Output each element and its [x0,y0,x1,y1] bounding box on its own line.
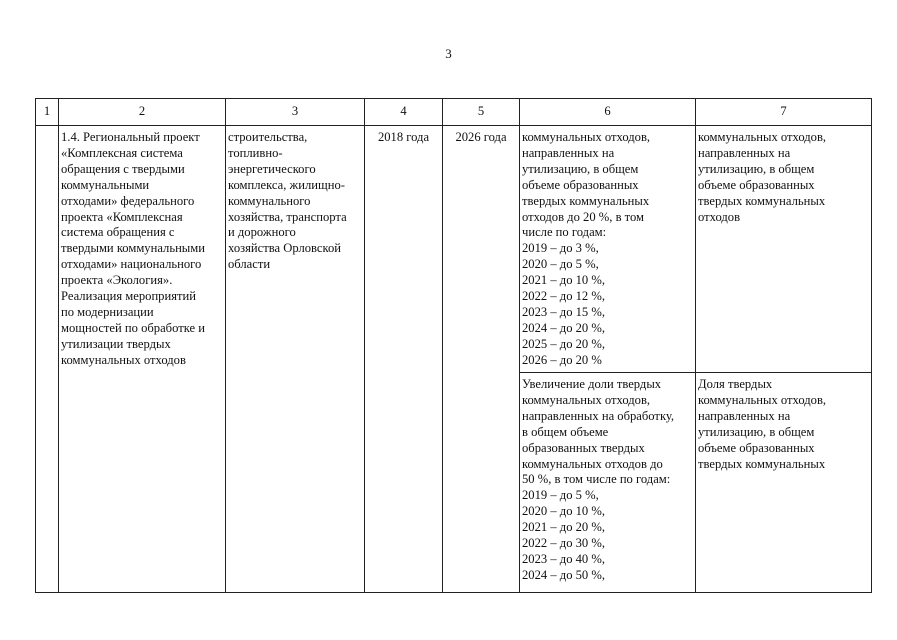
responsible-cell [226,126,365,593]
text-line: твердых коммунальных [698,193,826,208]
indicator-cell-processing [520,373,696,593]
text-line: отходов [698,209,741,224]
project-name-cell [59,126,226,593]
column-header: 1 [36,99,59,126]
text-line: 50 %, в том числе по годам: [522,472,671,487]
text-line: утилизацию, в общем [698,424,815,439]
text-line: объеме образованных [698,177,815,192]
page-number: 3 [445,46,452,61]
text-line: 2021 – до 20 %, [522,520,606,535]
text-line: топливно- [228,145,283,160]
text-line: отходами» федерального [61,193,195,208]
text-line: 2025 – до 20 %, [522,336,606,351]
text-line: обращения с твердыми [61,161,185,176]
text-line: в общем объеме [522,424,609,439]
text-line: числе по годам: [522,225,607,240]
text-line: 2022 – до 30 %, [522,536,606,551]
text-line: объеме образованных [698,440,815,455]
column-header: 2 [59,99,226,126]
text-line: мощностей по обработке и [61,320,205,335]
column-header: 6 [520,99,696,126]
text-line: коммунальных отходов, [698,130,827,144]
text-line: Реализация мероприятий [61,289,196,304]
text-line: 2023 – до 15 %, [522,304,606,319]
text-line: хозяйства, транспорта [228,209,347,224]
text-line: 2022 – до 12 %, [522,289,606,304]
text-line: твердых коммунальных [522,193,650,208]
text-line: коммунальных отходов до [522,456,663,471]
table-header-row [36,99,872,126]
text-line: комплекса, жилищно- [228,177,345,192]
text-line: 2024 – до 50 %, [522,567,606,582]
result-cell-utilization [696,126,872,373]
text-line: направленных на [522,145,615,160]
measures-table [35,98,872,593]
text-line: 2023 – до 40 %, [522,551,606,566]
text-line: 2019 – до 5 %, [522,488,599,503]
text-line: 2026 – до 20 % [522,352,602,367]
text-line: энергетического [228,161,316,176]
text-line: коммунальных отходов [61,352,186,367]
text-line: отходами» национального [61,257,202,272]
text-line: образованных твердых [522,440,645,455]
text-line: Увеличение доли твердых [522,377,662,391]
text-line: направленных на обработку, [522,408,675,423]
end-date-cell: 2026 года [443,126,520,593]
column-header: 7 [696,99,872,126]
text-line: хозяйства Орловской [228,241,342,256]
text-line: утилизацию, в общем [698,161,815,176]
text-line: утилизации твердых [61,336,171,351]
column-header: 5 [443,99,520,126]
column-header: 4 [365,99,443,126]
text-line: «Комплексная система [61,145,183,160]
column-header: 3 [226,99,365,126]
text-line: направленных на [698,145,791,160]
text-line: отходов до 20 %, в том [522,209,645,224]
row-number-cell [36,126,59,593]
text-line: коммунальных отходов, [522,130,651,144]
text-line: проекта «Экология». [61,273,173,288]
indicator-cell-utilization [520,126,696,373]
text-line: коммунальных отходов, [522,392,651,407]
text-line: Доля твердых [698,377,773,391]
text-line: твердыми коммунальными [61,241,205,256]
result-cell-processing [696,373,872,593]
text-line: по модернизации [61,304,154,319]
text-line: 1.4. Региональный проект [61,130,200,144]
text-line: твердых коммунальных [698,456,826,471]
text-line: 2020 – до 5 %, [522,257,599,272]
text-line: система обращения с [61,225,175,240]
text-line: 2020 – до 10 %, [522,504,606,519]
text-line: 2024 – до 20 %, [522,320,606,335]
start-date-cell: 2018 года [365,126,443,593]
text-line: проекта «Комплексная [61,209,183,224]
text-line: 2019 – до 3 %, [522,241,599,256]
table-row [36,126,872,373]
text-line: коммунальных отходов, [698,392,827,407]
text-line: коммунального [228,193,311,208]
text-line: 2021 – до 10 %, [522,273,606,288]
text-line: объеме образованных [522,177,639,192]
text-line: утилизацию, в общем [522,161,639,176]
text-line: направленных на [698,408,791,423]
text-line: коммунальными [61,177,150,192]
text-line: строительства, [228,130,308,144]
text-line: и дорожного [228,225,296,240]
text-line: области [228,257,271,272]
